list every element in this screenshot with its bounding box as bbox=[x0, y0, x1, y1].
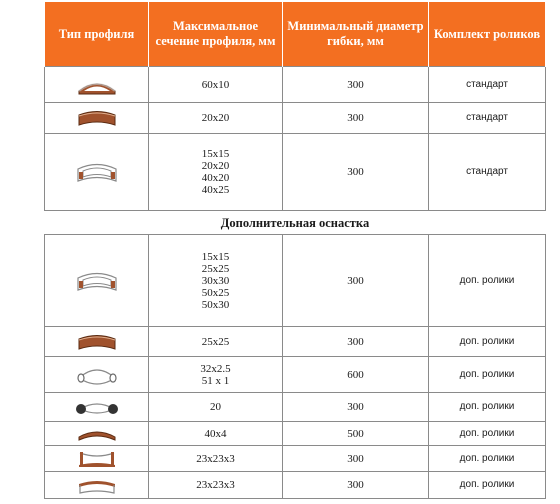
header-profile-type: Тип профиля bbox=[45, 2, 149, 67]
square-tube-profile-icon bbox=[74, 270, 120, 292]
section-value: 50x30 bbox=[201, 298, 230, 311]
flat-bar-profile-icon bbox=[75, 426, 119, 442]
table-row bbox=[45, 327, 546, 357]
roller-kit-cell: стандарт bbox=[429, 67, 546, 103]
table-row bbox=[45, 422, 546, 446]
roller-kit-cell: доп. ролики bbox=[429, 357, 546, 393]
max-section-cell bbox=[149, 67, 283, 103]
section-value: 30x30 bbox=[201, 274, 230, 287]
profile-image-cell bbox=[45, 422, 149, 446]
square-tube-profile-icon bbox=[74, 161, 120, 183]
table-header bbox=[45, 2, 546, 67]
min-diameter-cell: 300 bbox=[283, 67, 429, 103]
table-row bbox=[45, 67, 546, 103]
min-diameter-cell: 300 bbox=[283, 472, 429, 499]
profile-image-cell bbox=[45, 393, 149, 422]
section-value: 25x25 bbox=[201, 262, 230, 275]
max-section-cell bbox=[149, 327, 283, 357]
profile-image-cell bbox=[45, 134, 149, 211]
angle-profile-icon bbox=[75, 475, 119, 495]
section-value: 20x20 bbox=[201, 112, 230, 124]
table-row bbox=[45, 357, 546, 393]
max-section-cell bbox=[149, 103, 283, 134]
section-value: 20x20 bbox=[201, 160, 230, 172]
round-bar-profile-icon bbox=[74, 397, 120, 417]
max-section-cell bbox=[149, 446, 283, 472]
profile-image-cell bbox=[45, 103, 149, 134]
section-value: 25x25 bbox=[201, 335, 230, 348]
header-max-section: Максимальное сечение профиля, мм bbox=[149, 2, 283, 67]
section-value: 50x25 bbox=[201, 286, 230, 299]
table-row bbox=[45, 446, 546, 472]
section-value: 32x2.5 bbox=[200, 362, 231, 375]
roller-kit-cell: доп. ролики bbox=[429, 422, 546, 446]
square-bar-profile-icon bbox=[75, 333, 119, 351]
round-tube-profile-icon bbox=[74, 364, 120, 386]
min-diameter-cell: 300 bbox=[283, 235, 429, 327]
section-value: 51 x 1 bbox=[201, 374, 230, 387]
min-diameter-cell: 500 bbox=[283, 422, 429, 446]
profile-image-cell bbox=[45, 472, 149, 499]
profile-image-cell bbox=[45, 235, 149, 327]
table-row bbox=[45, 103, 546, 134]
min-diameter-cell: 300 bbox=[283, 393, 429, 422]
rect-tube-profile-icon bbox=[75, 75, 119, 95]
max-section-cell bbox=[149, 235, 283, 327]
roller-kit-cell: доп. ролики bbox=[429, 235, 546, 327]
profile-image-cell bbox=[45, 446, 149, 472]
section-value: 40x25 bbox=[201, 184, 230, 196]
section-value: 20 bbox=[210, 401, 221, 413]
profile-image-cell bbox=[45, 327, 149, 357]
section-value: 23x23x3 bbox=[196, 452, 235, 465]
table-row bbox=[45, 472, 546, 499]
section-value: 23x23x3 bbox=[196, 479, 235, 491]
roller-kit-cell: доп. ролики bbox=[429, 446, 546, 472]
section-title: Дополнительная оснастка bbox=[45, 211, 546, 235]
min-diameter-cell: 300 bbox=[283, 103, 429, 134]
section-value: 15x15 bbox=[201, 250, 230, 263]
table-row bbox=[45, 393, 546, 422]
section-value: 15x15 bbox=[201, 148, 230, 160]
min-diameter-cell: 600 bbox=[283, 357, 429, 393]
square-bar-profile-icon bbox=[75, 109, 119, 127]
roller-kit-cell: доп. ролики bbox=[429, 327, 546, 357]
section-value: 60x10 bbox=[201, 78, 230, 91]
min-diameter-cell: 300 bbox=[283, 446, 429, 472]
roller-kit-cell: доп. ролики bbox=[429, 472, 546, 499]
table-row bbox=[45, 211, 546, 235]
section-value: 40x20 bbox=[201, 172, 230, 184]
section-value: 40x4 bbox=[204, 427, 227, 440]
max-section-cell bbox=[149, 357, 283, 393]
profile-image-cell bbox=[45, 67, 149, 103]
max-section-cell bbox=[149, 472, 283, 499]
table-row bbox=[45, 134, 546, 211]
table-row bbox=[45, 235, 546, 327]
header-min-diameter: Минимальный диаметр гибки, мм bbox=[283, 2, 429, 67]
t-profile-icon bbox=[75, 449, 119, 469]
max-section-cell bbox=[149, 393, 283, 422]
profile-table bbox=[44, 2, 545, 499]
header-roller-kit: Комплект роликов bbox=[429, 2, 546, 67]
roller-kit-cell: стандарт bbox=[429, 134, 546, 211]
profile-image-cell bbox=[45, 357, 149, 393]
roller-kit-cell: доп. ролики bbox=[429, 393, 546, 422]
roller-kit-cell: стандарт bbox=[429, 103, 546, 134]
min-diameter-cell: 300 bbox=[283, 327, 429, 357]
max-section-cell bbox=[149, 422, 283, 446]
min-diameter-cell: 300 bbox=[283, 134, 429, 211]
max-section-cell bbox=[149, 134, 283, 211]
